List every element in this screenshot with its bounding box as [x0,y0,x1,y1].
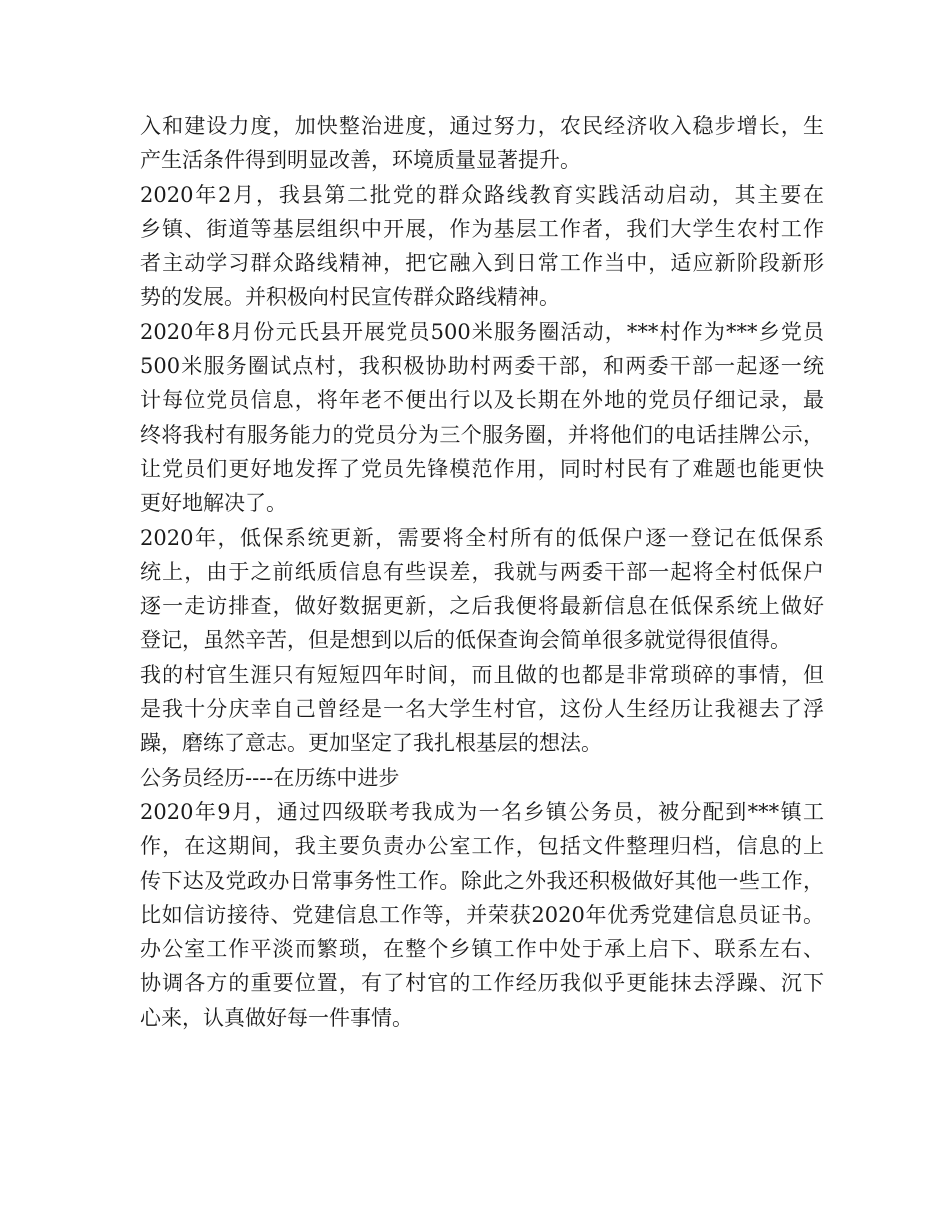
text-line: 更好地解决了。 [140,491,287,516]
paragraph [140,795,824,1035]
paragraph [140,109,824,178]
text-line: 者主动学习群众路线精神，把它融入到日常工作当中，适应新阶段新形 [140,251,824,276]
text-line: 协调各方的重要位置，有了村官的工作经历我似乎更能抹去浮躁、沉下 [140,971,824,996]
text-line: 登记，虽然辛苦，但是想到以后的低保查询会简单很多就觉得很值得。 [140,628,791,653]
text-line: 势的发展。并积极向村民宣传群众路线精神。 [140,285,560,310]
text-line: 入和建设力度，加快整治进度，通过努力，农民经济收入稳步增长，生 [140,114,824,138]
text-line: 作，在这期间，我主要负责办公室工作，包括文件整理归档，信息的上 [140,834,824,859]
text-line: 逐一走访排查，做好数据更新，之后我便将最新信息在低保系统上做好 [140,594,824,619]
text-line: 办公室工作平淡而繁琐，在整个乡镇工作中处于承上启下、联系左右、 [140,937,824,962]
text-line: 是我十分庆幸自己曾经是一名大学生村官，这份人生经历让我褪去了浮 [140,697,824,722]
text-line: 终将我村有服务能力的党员分为三个服务圈，并将他们的电话挂牌公示， [140,422,824,447]
text-line: 2020年9月，通过四级联考我成为一名乡镇公务员，被分配到***镇工 [140,799,824,824]
text-line: 传下达及党政办日常事务性工作。除此之外我还积极做好其他一些工作， [140,868,824,893]
text-line: 心来，认真做好每一件事情。 [140,1005,413,1030]
text-line: 乡镇、街道等基层组织中开展，作为基层工作者，我们大学生农村工作 [140,216,824,241]
text-line: 产生活条件得到明显改善，环境质量显著提升。 [140,148,581,173]
text-line: 让党员们更好地发挥了党员先锋模范作用，同时村民有了难题也能更快 [140,456,824,481]
text-line: 2020年8月份元氏县开展党员500米服务圈活动，***村作为***乡党员 [140,319,824,344]
text-line: 统上，由于之前纸质信息有些误差，我就与两委干部一起将全村低保户 [140,559,824,584]
paragraph [140,178,824,315]
text-line: 2020年2月，我县第二批党的群众路线教育实践活动启动，其主要在 [140,182,824,207]
text-line: 我的村官生涯只有短短四年时间，而且做的也都是非常琐碎的事情，但 [140,662,824,687]
paragraph [140,521,824,658]
document-body [140,109,824,1035]
text-line: 公务员经历----在历练中进步 [140,765,400,790]
paragraph [140,658,824,761]
paragraph [140,761,824,795]
text-line: 计每位党员信息，将年老不便出行以及长期在外地的党员仔细记录，最 [140,388,824,413]
paragraph [140,315,824,521]
text-line: 500米服务圈试点村，我积极协助村两委干部，和两委干部一起逐一统 [140,354,824,379]
text-line: 比如信访接待、党建信息工作等，并荣获2020年优秀党建信息员证书。 [140,902,824,927]
text-line: 2020年，低保系统更新，需要将全村所有的低保户逐一登记在低保系 [140,525,824,550]
text-line: 躁，磨练了意志。更加坚定了我扎根基层的想法。 [140,731,602,756]
